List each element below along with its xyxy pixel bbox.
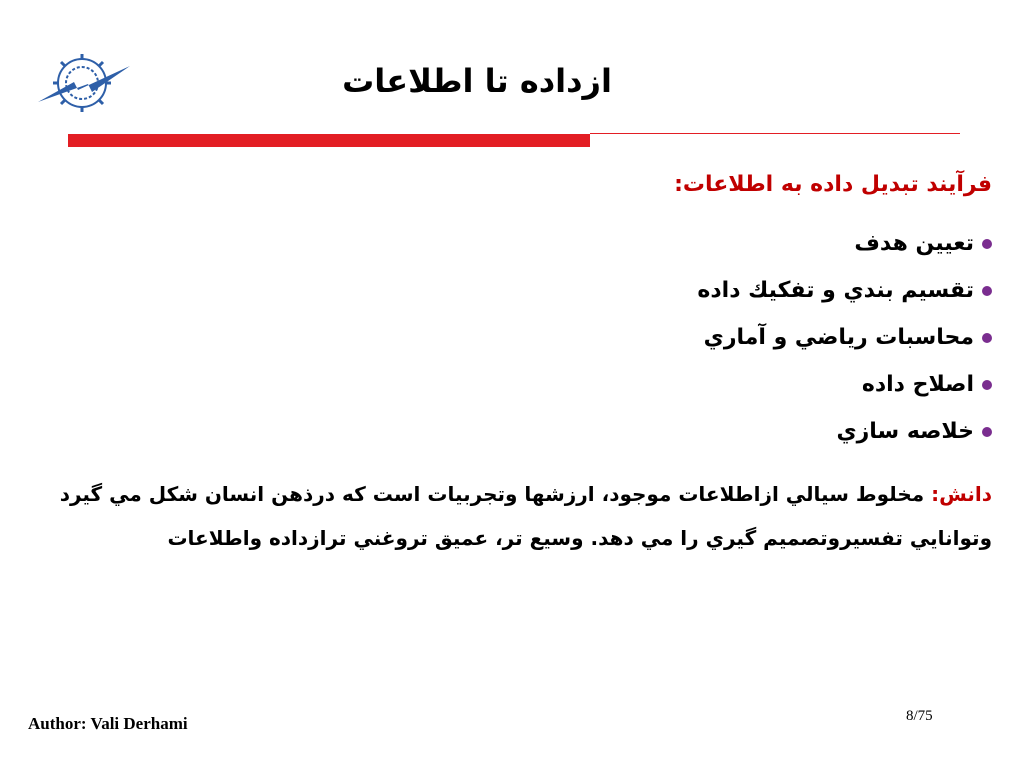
gear-lightning-logo-icon (34, 46, 134, 120)
list-item (697, 408, 992, 455)
title-divider-thin (590, 133, 960, 134)
bullet-dot-icon (982, 333, 992, 343)
bullet-dot-icon (982, 239, 992, 249)
step-label: تقسيم بندي و تفكيك داده (697, 278, 974, 303)
knowledge-definition (40, 472, 992, 560)
step-label: خلاصه سازي (836, 419, 974, 444)
bullet-dot-icon (982, 286, 992, 296)
slide-title: ازداده تا اطلاعات (342, 62, 612, 100)
list-item (697, 267, 992, 314)
page-number: 8/75 (906, 708, 933, 724)
knowledge-term: دانش: (931, 482, 992, 506)
step-label: اصلاح داده (861, 372, 974, 397)
step-label: تعيين هدف (854, 231, 974, 256)
footer-author: Author: Vali Derhami (28, 714, 188, 733)
bullet-dot-icon (982, 427, 992, 437)
list-item (697, 220, 992, 267)
step-label: محاسبات رياضي و آماري (703, 325, 974, 350)
process-steps-list (697, 220, 992, 455)
knowledge-text: مخلوط سيالي ازاطلاعات موجود، ارزشها وتجربيات است كه درذهن انسان شكل مي گيرد وتوانايي تفسيروتصميم گيري را مي دهد. وسيع تر، عميق تروغني ترازداده واطلاعات (59, 482, 992, 550)
list-item (697, 361, 992, 408)
process-heading: فرآيند تبديل داده به اطلاعات: (674, 172, 992, 197)
list-item (697, 314, 992, 361)
title-divider-thick (68, 134, 590, 147)
bullet-dot-icon (982, 380, 992, 390)
